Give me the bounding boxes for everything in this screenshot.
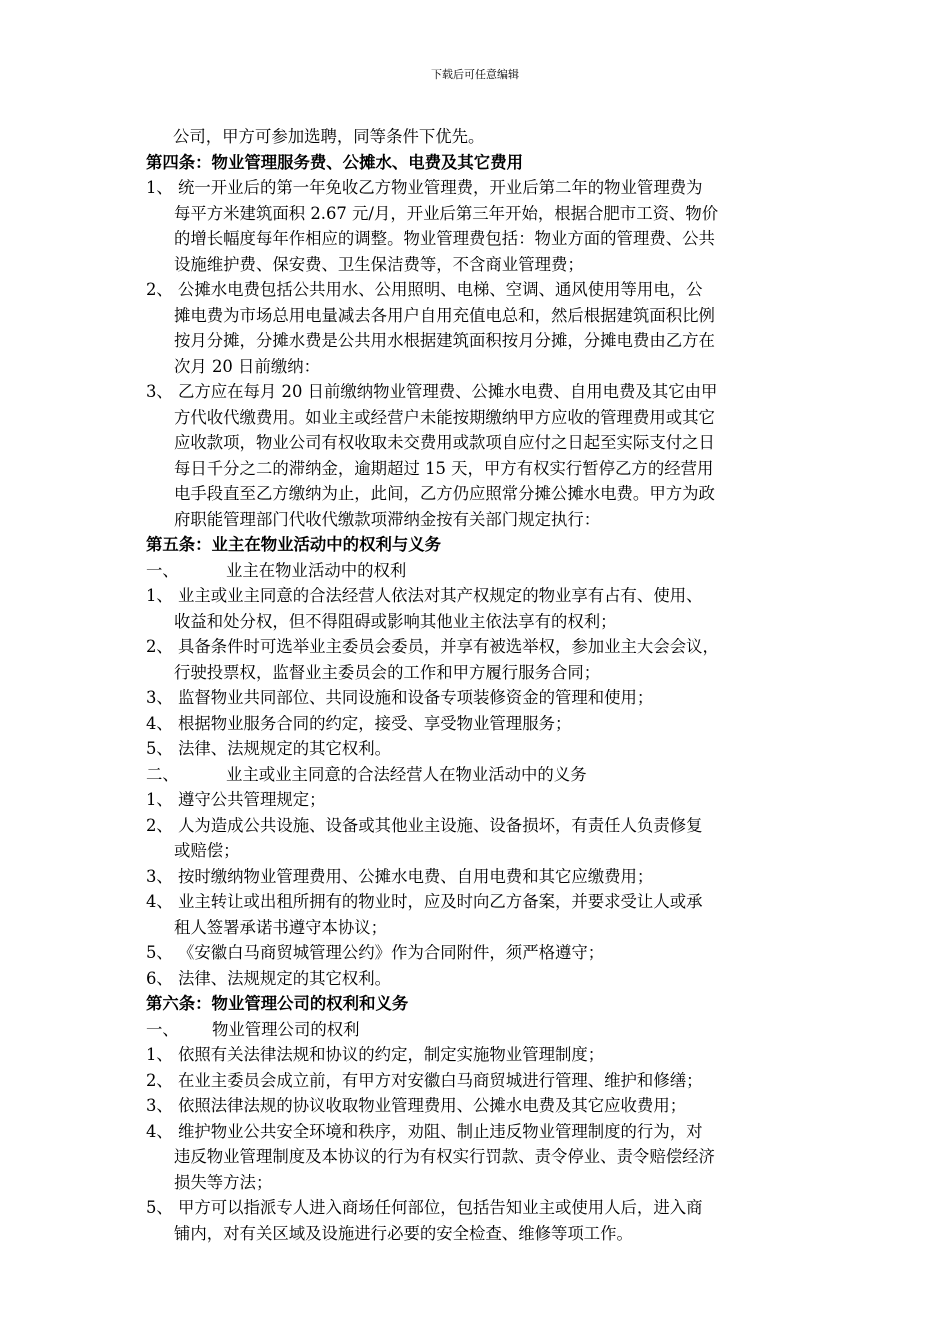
section-number: 二、: [146, 764, 179, 784]
item-text: 行驶投票权，监督业主委员会的工作和甲方履行服务合同；: [174, 662, 601, 682]
section-heading: [146, 762, 814, 788]
item-text: 具备条件时可选举业主委员会委员，并享有被选举权，参加业主大会会议，: [178, 637, 719, 656]
item-text: 的增长幅度每年作相应的调整。物业管理费包括：物业方面的管理费、公共: [174, 229, 715, 248]
list-item: [146, 1195, 814, 1246]
item-text: 统一开业后的第一年免收乙方物业管理费，开业后第二年的物业管理费为: [178, 178, 703, 197]
article-4-heading: 第四条：物业管理服务费、公摊水、电费及其它费用: [146, 152, 523, 172]
item-text: 损失等方法；: [174, 1172, 273, 1192]
list-item: [146, 583, 814, 634]
item-number: 4、: [146, 713, 173, 733]
list-item: [146, 634, 814, 685]
item-number: 3、: [146, 866, 173, 886]
list-item: [146, 277, 814, 379]
item-text: 依照法律法规的协议收取物业管理费用、公摊水电费及其它应收费用；: [178, 1096, 687, 1115]
item-number: 5、: [146, 1198, 173, 1217]
article-5-heading: 第五条：业主在物业活动中的权利与义务: [146, 535, 442, 554]
item-text: 在业主委员会成立前，有甲方对安徽白马商贸城进行管理、维护和修缮；: [178, 1070, 703, 1090]
item-text: 按月分摊，分摊水费是公共用水根据建筑面积按月分摊，分摊电费由乙方在: [174, 331, 715, 350]
item-text: 次月 20 日前缴纳：: [174, 356, 321, 376]
item-text: 法律、法规规定的其它权利。: [178, 739, 392, 758]
section-heading: [146, 558, 814, 584]
item-text: 维护物业公共安全环境和秩序，劝阻、制止违反物业管理制度的行为，对: [178, 1121, 703, 1141]
item-text: 方代收代缴费用。如业主或经营户未能按期缴纳甲方应收的管理费用或其它: [174, 407, 715, 427]
list-item: [146, 940, 814, 966]
item-number: 2、: [146, 1070, 173, 1090]
item-number: 3、: [146, 688, 173, 707]
list-item: [146, 787, 814, 813]
item-number: 1、: [146, 1045, 173, 1064]
list-item: [146, 1093, 814, 1119]
paragraph-line: 公司，甲方可参加选聘，同等条件下优先。: [173, 127, 485, 146]
list-item: [146, 1042, 814, 1068]
item-text: 铺内，对有关区域及设施进行必要的安全检查、维修等项工作。: [174, 1223, 633, 1243]
section-number: 一、: [146, 1019, 179, 1039]
item-text: 应收款项，物业公司有权收取未交费用或款项自应付之日起至实际支付之日: [174, 433, 715, 452]
item-text: 甲方可以指派专人进入商场任何部位，包括告知业主或使用人后，进入商: [178, 1198, 703, 1217]
item-number: 6、: [146, 968, 173, 988]
item-text: 摊电费为市场总用电量减去各用户自用充值电总和，然后根据建筑面积比例: [174, 305, 715, 325]
item-number: 4、: [146, 892, 173, 911]
list-item: [146, 813, 814, 864]
item-number: 5、: [146, 739, 173, 758]
item-text: 业主转让或出租所拥有的物业时，应及时向乙方备案，并要求受让人或承: [178, 892, 703, 911]
document-body: [146, 124, 814, 1246]
list-item: [146, 711, 814, 737]
item-number: 2、: [146, 815, 173, 835]
list-item: [146, 175, 814, 277]
item-text: 法律、法规规定的其它权利。: [178, 968, 392, 988]
list-item: [146, 1119, 814, 1196]
item-number: 2、: [146, 637, 173, 656]
item-text: 电手段直至乙方缴纳为止，此间，乙方仍应照常分摊公摊水电费。甲方为政: [174, 484, 715, 503]
list-item: [146, 889, 814, 940]
item-text: 收益和处分权，但不得阻碍或影响其他业主依法享有的权利；: [174, 611, 617, 631]
list-item: [146, 685, 814, 711]
item-text: 监督物业共同部位、共同设施和设备专项装修资金的管理和使用；: [178, 688, 654, 707]
item-text: 每平方米建筑面积 2.67 元/月，开业后第三年开始，根据合肥市工资、物价: [174, 203, 719, 223]
item-text: 《安徽白马商贸城管理公约》作为合同附件，须严格遵守；: [178, 943, 605, 962]
item-text: 按时缴纳物业管理费用、公摊水电费、自用电费和其它应缴费用；: [178, 866, 654, 886]
item-text: 违反物业管理制度及本协议的行为有权实行罚款、责令停业、责令赔偿经济: [174, 1147, 715, 1166]
section-title: 业主或业主同意的合法经营人在物业活动中的义务: [226, 764, 587, 784]
list-item: [146, 736, 814, 762]
item-number: 1、: [146, 790, 173, 809]
item-number: 5、: [146, 943, 173, 962]
item-text: 设施维护费、保安费、卫生保洁费等，不含商业管理费；: [174, 254, 584, 274]
item-number: 3、: [146, 1096, 173, 1115]
item-text: 府职能管理部门代收代缴款项滞纳金按有关部门规定执行：: [174, 509, 601, 529]
item-text: 乙方应在每月 20 日前缴纳物业管理费、公摊水电费、自用电费及其它由甲: [178, 382, 718, 401]
list-item: [146, 379, 814, 532]
item-text: 业主或业主同意的合法经营人依法对其产权规定的物业享有占有、使用、: [178, 586, 703, 605]
section-heading: [146, 1017, 814, 1043]
list-item: [146, 1068, 814, 1094]
section-title: 业主在物业活动中的权利: [226, 560, 407, 580]
article-6-heading: 第六条：物业管理公司的权利和义务: [146, 994, 409, 1013]
section-number: 一、: [146, 560, 179, 580]
item-text: 遵守公共管理规定；: [178, 790, 326, 809]
item-number: 2、: [146, 280, 173, 299]
page-header: 下载后可任意编辑: [431, 68, 519, 81]
item-text: 依照有关法律法规和协议的约定，制定实施物业管理制度；: [178, 1045, 605, 1064]
item-text: 人为造成公共设施、设备或其他业主设施、设备损坏，有责任人负责修复: [178, 815, 703, 835]
item-text: 或赔偿；: [174, 841, 240, 860]
item-number: 4、: [146, 1121, 173, 1141]
item-number: 1、: [146, 178, 173, 197]
section-title: 物业管理公司的权利: [212, 1019, 360, 1039]
list-item: [146, 864, 814, 890]
item-text: 租人签署承诺书遵守本协议；: [174, 917, 388, 937]
item-number: 1、: [146, 586, 173, 605]
item-text: 根据物业服务合同的约定，接受、享受物业管理服务；: [178, 713, 572, 733]
item-number: 3、: [146, 382, 173, 401]
list-item: [146, 966, 814, 992]
item-text: 每日千分之二的滞纳金，逾期超过 15 天，甲方有权实行暂停乙方的经营用: [174, 458, 714, 478]
item-text: 公摊水电费包括公共用水、公用照明、电梯、空调、通风使用等用电，公: [178, 280, 703, 299]
